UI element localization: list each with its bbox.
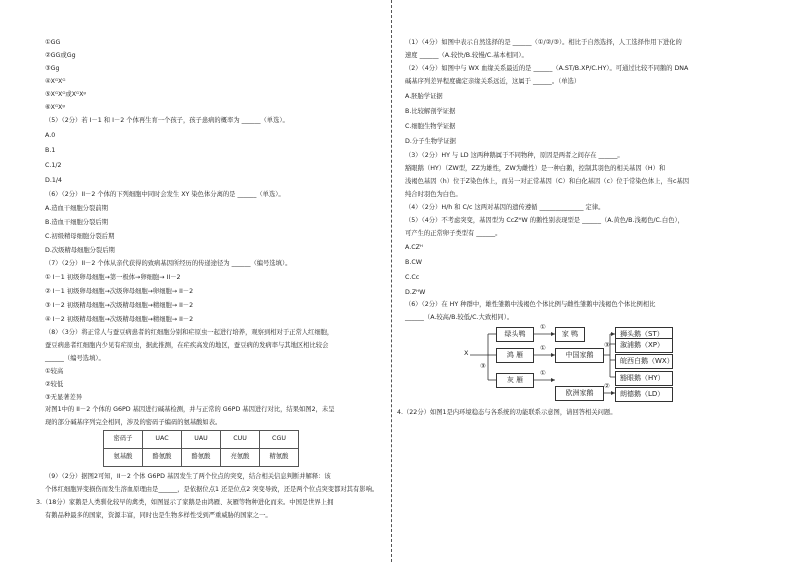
option-text: ③无显著差异 <box>45 394 83 401</box>
question-text: 速度 ______（A.较快/B.较慢/C.基本相同）。 <box>405 52 528 59</box>
table-cell: CGU <box>260 431 299 449</box>
option-text: C.Cc <box>405 274 420 281</box>
option-text: A.0 <box>45 132 56 139</box>
question-text: （6）（2分）在 HY 种群中，雄性雏鹅中浅褐色个体比例与雌性雏鹅中浅褐色个体比例相比 <box>405 301 656 308</box>
question-text: 浅褐色基因（h）位于Z染色体上，而另一对正常基因（C）和白化基因（c）位于常染色体上，当c基因 <box>405 178 690 185</box>
marker-label: ① <box>540 323 546 331</box>
table-cell: 亮氨酸 <box>221 449 260 467</box>
question-text: 有鹅品种最多的国家，资源丰富，同时也是生物多样性受到严重威胁的国家之一。 <box>45 512 272 519</box>
option-text: C.细胞生物学证据 <box>405 123 456 130</box>
question-text: （6）（2分）II－2 个体的下列细胞中同时会发生 XY 染色体分离的是 ______（单选）。 <box>45 191 285 198</box>
option-text: ③ I－2 初级精母细胞→次级精母细胞→精细胞→ II－2 <box>45 302 194 309</box>
option-text: ①较高 <box>45 368 64 375</box>
question-text: 蚕豆病患者红细胞内少见有疟原虫，据此推测，在疟疾高发的地区，蚕豆病的发病率与其地区相比较会 <box>45 342 329 349</box>
question-text: 3.（18分）家鹅是人类驯化较早的禽类，如图显示了家鹅是由鸿雁、灰雁等物种进化而来。中国是世界上拥 <box>36 499 334 506</box>
diagram-node: 狮头鹅（ST） <box>615 327 673 342</box>
question-text: 纯合时羽色为白色。 <box>405 191 462 198</box>
option-text: ① I－1 初级卵母细胞→第一极体→卵细胞→ II－2 <box>45 274 181 281</box>
question-text: 豁眼鹅（HY）（ZW型，ZZ为雄性，ZW为雌性）是一种白鹅，控制其羽色的相关基因（H）和 <box>405 165 666 172</box>
option-text: D.1/4 <box>45 177 62 184</box>
question-text: （8）（3分）将正常人与蚕豆病患者的红细胞分别和疟原虫一起进行培养，观察到相对于正常人红细胞， <box>45 329 334 336</box>
diagram-node: 欧洲家鹅 <box>555 386 604 401</box>
option-text: D.次级精母细胞分裂后期 <box>45 247 115 254</box>
diagram-node: 皖西白鹅（WX） <box>615 354 673 369</box>
option-text: ⑤XᴳXᴳ或XᴳXᵍ <box>45 91 86 98</box>
option-text: ⑥XᴳXᵍ <box>45 104 65 111</box>
table-cell: 酪氨酸 <box>182 449 221 467</box>
marker-label: ① <box>540 369 546 377</box>
question-text: 碱基序列差异程度确定亲缘关系远近，这属于 ______。（单选） <box>405 78 581 85</box>
option-text: B.造血干细胞分裂后期 <box>45 219 108 226</box>
table-cell: UAC <box>143 431 182 449</box>
question-text: ______（编号选填）。 <box>45 355 105 362</box>
table-cell: 酪氨酸 <box>143 449 182 467</box>
option-text: B.比较解剖学证据 <box>405 108 456 115</box>
question-text: （7）（2分）II－2 个体从亲代获得的致病基因所经历的传递途径为 ______（编号选填）。 <box>45 260 292 267</box>
diagram-node: 鸿 雁 <box>496 348 534 363</box>
option-text: A.CZᴴ <box>405 244 423 251</box>
question-text: 对图1中的 II－2 个体的 G6PD 基因进行碱基检测，并与正常的 G6PD 基因进行对比，结果如图2，未呈 <box>45 406 335 413</box>
option-text: D.ZᴴW <box>405 289 426 296</box>
diagram-node: 朗德鹅（LD） <box>615 387 673 402</box>
marker-label: ③ <box>480 362 486 370</box>
question-text: （4）（2分）H/h 和 C/c 这两对基因的遗传遵循 ______________ 定律。 <box>405 204 605 211</box>
question-text: （5）（2分）若 I－1 和 I－2 个体再生育一个孩子，孩子患病的概率为 ______（单选）。 <box>45 117 289 124</box>
option-text: ②GG或Gg <box>45 52 76 59</box>
option-text: ② I－1 初级卵母细胞→次级卵母细胞→卵细胞→ II－2 <box>45 288 194 295</box>
table-cell: 精氨酸 <box>260 449 299 467</box>
question-text: 可产生的正常卵子类型有 ______。 <box>405 230 502 237</box>
option-text: C.1/2 <box>45 162 62 169</box>
option-text: ①GG <box>45 39 61 46</box>
question-text: ______（A.较高/B.较低/C.大致相同）。 <box>405 314 514 321</box>
diagram-node: 家 鸭 <box>555 327 585 342</box>
question-text: （1）（4分）如图中表示自然选择的是 ______（①/②/③）。相比于自然选择，人工选择作用下进化的 <box>405 39 682 46</box>
question-text: （5）（4分）不考虑突变，基因型为 CcZᴴW 的鹅性别表现型是 ______（A.黄色/B.浅褐色/C.白色）， <box>405 217 684 224</box>
marker-label: ② <box>604 382 610 390</box>
marker-label: ① <box>540 344 546 352</box>
question-text: （9）（2分）据图2可知，II－2 个体 G6PD 基因发生了两个位点的突变，结合相关信息判断并解释：该 <box>45 473 331 480</box>
option-text: C.初级精母细胞分裂后期 <box>45 233 115 240</box>
table-cell: 氨基酸 <box>104 449 143 467</box>
diagram-node: 绿头鸭 <box>496 327 534 342</box>
x-label: X <box>464 349 469 357</box>
option-text: A.造血干细胞分裂前期 <box>45 205 108 212</box>
diagram-node: 溆浦鹅（XP） <box>615 338 673 353</box>
question-text: （3）（2分）HY 与 LD 这两种鹅属于不同物种，原因是两者之间存在 ______。 <box>405 152 624 159</box>
table-cell: 密码子 <box>104 431 143 449</box>
question-text: （2）（4分）如图中与 WX 血缘关系最近的是 ______（A.ST/B.XP/C.HY）。可通过比较不同鹅的 DNA <box>405 65 689 72</box>
option-text: D.分子生物学证据 <box>405 138 456 145</box>
option-text: ③Gg <box>45 65 60 72</box>
option-text: B.1 <box>45 147 56 154</box>
option-text: ④XᴳXᴳ <box>45 78 66 85</box>
question-text: 现的部分碱基序列完全相同，涉及的密码子编码的氨基酸如表。 <box>45 419 222 426</box>
option-text: B.CW <box>405 259 422 266</box>
diagram-node: 灰 雁 <box>496 373 534 388</box>
question-text: 4.（22分）如图1是内环境稳态与各系统的功能联系示意图，请回答相关问题。 <box>397 409 617 416</box>
option-text: ④ I－2 初级精母细胞→次级精母细胞→精细胞→ II－2 <box>45 316 194 323</box>
option-text: A.胚胎学证据 <box>405 93 443 100</box>
marker-label: ③ <box>604 341 610 349</box>
option-text: ②较低 <box>45 381 64 388</box>
diagram-node: 豁眼鹅（HY） <box>615 371 673 386</box>
table-cell: UAU <box>182 431 221 449</box>
question-text: 个体红细胞异变损伤而发生溶血原理由是______，是依据位点1 还是位点2 突变导致，还是两个位点突变都对其有影响。 <box>45 486 379 493</box>
table-cell: CUU <box>221 431 260 449</box>
diagram-node: 中国家鹅 <box>555 348 604 363</box>
